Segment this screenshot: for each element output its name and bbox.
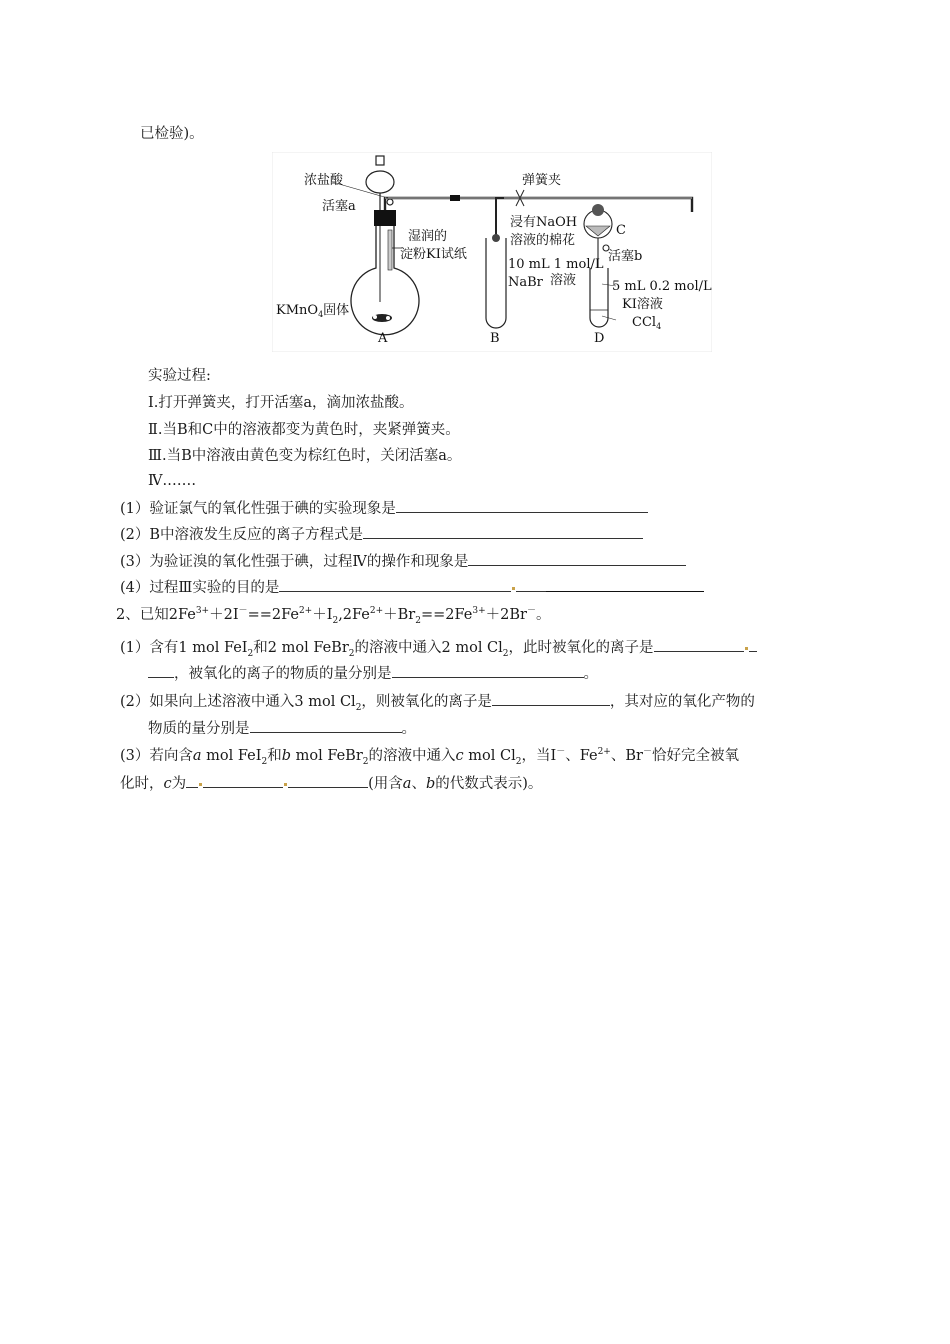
answer-blank[interactable] <box>396 498 648 513</box>
mark-dot <box>745 647 748 650</box>
q2-part-3-cont: 化时，c为 (用含a、b的代数式表示)。 <box>120 773 542 794</box>
answer-blank[interactable] <box>186 773 198 788</box>
kmno4-solid <box>372 314 392 322</box>
label-a: A <box>378 331 388 346</box>
answer-blank[interactable] <box>250 718 402 733</box>
q1-part-1: (1）验证氯气的氧化性强于碘的实验现象是 <box>120 498 648 519</box>
answer-blank[interactable] <box>468 551 686 566</box>
label-stopcock-b: 活塞b <box>608 249 643 264</box>
mark-dot <box>284 783 287 786</box>
cotton-c <box>592 204 604 216</box>
label-c: C <box>616 223 626 238</box>
q2-part-1-cont: ，被氧化的离子的物质的量分别是 。 <box>148 663 598 684</box>
label-nabr-1: 10 mL 1 mol/L <box>508 257 604 272</box>
q2-part-2: (2）如果向上述溶液中通入3 mol $Cl_2$，则被氧化的离子是 ，其对应的氧化产物的 <box>120 691 755 712</box>
label-wet-paper-1: 湿润的 <box>408 229 448 244</box>
answer-blank[interactable] <box>546 577 704 592</box>
label-naoh-cotton-1: 浸有NaOH <box>510 215 578 230</box>
answer-blank[interactable] <box>203 773 283 788</box>
process-step-2: Ⅱ.当B和C中的溶液都变为黄色时，夹紧弹簧夹。 <box>148 422 460 438</box>
label-ki-1: 5 mL 0.2 mol/L <box>612 279 712 294</box>
label-conc-hcl: 浓盐酸 <box>304 173 344 188</box>
process-step-3: Ⅲ.当B中溶液由黄色变为棕红色时，关闭活塞a。 <box>148 448 462 464</box>
answer-blank[interactable] <box>749 637 757 652</box>
answer-blank[interactable] <box>148 663 174 678</box>
process-heading: 实验过程: <box>148 368 211 384</box>
label-nabr-2: NaBr <box>508 275 543 290</box>
process-step-1: Ⅰ.打开弹簧夹，打开活塞a，滴加浓盐酸。 <box>148 395 414 411</box>
label-kmno4: KMnO$_4$固体 <box>276 303 350 319</box>
label-d: D <box>594 331 605 346</box>
label-spring-clip: 弹簧夹 <box>522 173 562 188</box>
intro-tail: 已检验)。 <box>140 126 204 142</box>
apparatus-diagram <box>272 152 712 352</box>
tube-joint <box>450 195 460 201</box>
label-b: B <box>490 331 500 346</box>
test-tube-d <box>590 268 608 327</box>
answer-blank[interactable] <box>392 663 584 678</box>
stopper-a <box>374 210 396 226</box>
label-ccl4: CCl$_4$ <box>632 315 662 331</box>
label-naoh-cotton-2: 溶液的棉花 <box>510 233 576 248</box>
answer-blank[interactable] <box>654 637 744 652</box>
answer-blank[interactable] <box>288 773 368 788</box>
label-nabr-3: 溶液 <box>550 273 577 288</box>
answer-blank[interactable] <box>279 577 511 592</box>
process-step-4: Ⅳ.…… <box>148 473 197 489</box>
mark-dot <box>512 587 515 590</box>
q2-intro: 2、已知$2Fe^{3+}+2I^-==2Fe^{2+}+I_2,2Fe^{2+}+Br_2==2Fe^{3+}+2Br^-$。 <box>116 606 551 626</box>
q2-part-3: (3）若向含a mol FeI$_2$和b mol FeBr$_2$的溶液中通入c mol $Cl_2$，当I－、$Fe^{2+}$、Br－恰好完全被氧 <box>120 747 739 767</box>
answer-blank[interactable] <box>363 524 643 539</box>
answer-blank[interactable] <box>516 577 546 592</box>
test-tube-b <box>486 238 506 328</box>
mark-dot <box>199 783 202 786</box>
q1-part-4: (4）过程Ⅲ实验的目的是 <box>120 577 704 598</box>
ki-paper <box>388 230 392 270</box>
label-wet-paper-2: 淀粉KI试纸 <box>400 247 467 262</box>
label-ki-2: KI溶液 <box>622 297 663 312</box>
label-stopcock-a: 活塞a <box>322 199 356 214</box>
q2-part-1: (1）含有1 mol FeI$_2$和2 mol FeBr$_2$的溶液中通入2 mol $Cl_2$，此时被氧化的离子是 <box>120 637 757 658</box>
q1-part-3: (3）为验证溴的氧化性强于碘，过程Ⅳ的操作和现象是 <box>120 551 686 572</box>
q1-part-2: (2）B中溶液发生反应的离子方程式是 <box>120 524 643 545</box>
q2-part-2-cont: 物质的量分别是 。 <box>148 718 416 739</box>
answer-blank[interactable] <box>492 691 610 706</box>
